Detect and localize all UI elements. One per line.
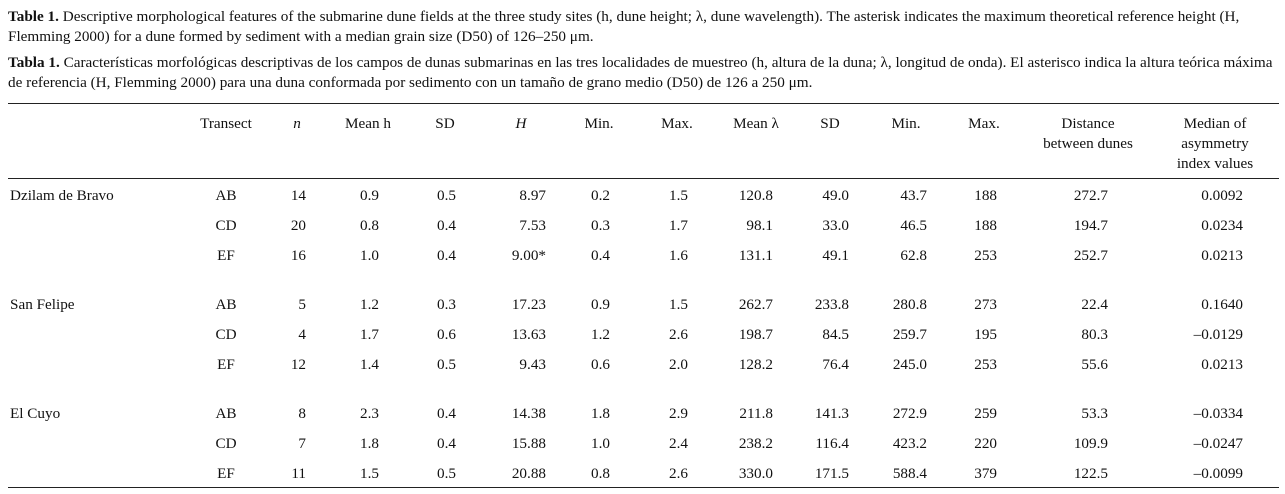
cell-mean-h: 0.9 (360, 187, 379, 204)
cell-mean-h: 1.4 (360, 356, 379, 373)
cell-H: 7.53 (519, 217, 546, 234)
cell-min-h: 0.9 (591, 296, 610, 313)
header-max-h: Max. (661, 115, 693, 132)
cell-median-asym: 0.0092 (1201, 187, 1243, 204)
header-mean-lambda: Mean λ (733, 115, 779, 132)
cell-sd-lambda: 171.5 (814, 465, 849, 482)
header-distance (1043, 114, 1133, 154)
cell-min-h: 0.2 (591, 187, 610, 204)
header-median-asymmetry (1177, 114, 1253, 174)
cell-sd-lambda: 33.0 (822, 217, 849, 234)
cell-distance: 272.7 (1073, 187, 1108, 204)
cell-mean-h: 1.2 (360, 296, 379, 313)
cell-min-lambda: 423.2 (892, 435, 927, 452)
header-median-line1: Median of (1183, 115, 1247, 132)
cell-max-lambda: 253 (974, 356, 997, 373)
cell-mean-lambda: 131.1 (738, 247, 773, 264)
cell-max-lambda: 253 (974, 247, 997, 264)
cell-min-lambda: 46.5 (900, 217, 927, 234)
cell-distance: 252.7 (1073, 247, 1108, 264)
cell-transect: CD (215, 217, 237, 234)
cell-median-asym: 0.1640 (1201, 296, 1243, 313)
cell-H: 15.88 (511, 435, 546, 452)
cell-min-h: 1.2 (591, 326, 610, 343)
cell-sd-lambda: 49.1 (822, 247, 849, 264)
cell-max-lambda: 188 (974, 217, 997, 234)
header-distance-line1: Distance (1061, 115, 1115, 132)
cell-median-asym: –0.0129 (1193, 326, 1243, 343)
cell-max-h: 2.4 (669, 435, 688, 452)
site-name-san-felipe: San Felipe (10, 296, 75, 313)
cell-min-h: 0.3 (591, 217, 610, 234)
cell-mean-h: 1.7 (360, 326, 379, 343)
table-bottom-rule (8, 487, 1279, 488)
header-distance-line2: between dunes (1043, 135, 1133, 152)
cell-mean-lambda: 211.8 (739, 405, 773, 422)
cell-distance: 22.4 (1081, 296, 1108, 313)
cell-max-h: 2.0 (669, 356, 688, 373)
cell-max-h: 2.6 (669, 326, 688, 343)
cell-mean-lambda: 262.7 (738, 296, 773, 313)
cell-sd-h: 0.5 (437, 465, 456, 482)
cell-median-asym: 0.0213 (1201, 356, 1243, 373)
cell-max-h: 2.9 (669, 405, 688, 422)
header-sd-h: SD (435, 115, 455, 132)
cell-min-lambda: 588.4 (892, 465, 927, 482)
cell-sd-h: 0.5 (437, 356, 456, 373)
cell-transect: EF (217, 465, 235, 482)
cell-min-h: 0.6 (591, 356, 610, 373)
cell-transect: EF (217, 356, 235, 373)
caption-english-label: Table 1. (8, 8, 59, 25)
cell-sd-lambda: 49.0 (822, 187, 849, 204)
cell-min-h: 0.8 (591, 465, 610, 482)
cell-mean-lambda: 128.2 (738, 356, 773, 373)
header-transect: Transect (200, 115, 252, 132)
cell-min-lambda: 43.7 (900, 187, 927, 204)
cell-min-h: 1.0 (591, 435, 610, 452)
cell-n: 5 (298, 296, 306, 313)
cell-min-lambda: 280.8 (892, 296, 927, 313)
cell-min-lambda: 245.0 (892, 356, 927, 373)
cell-max-lambda: 273 (974, 296, 997, 313)
cell-sd-h: 0.4 (437, 217, 456, 234)
header-max-lambda: Max. (968, 115, 1000, 132)
cell-distance: 109.9 (1073, 435, 1108, 452)
cell-min-lambda: 259.7 (892, 326, 927, 343)
cell-max-lambda: 220 (974, 435, 997, 452)
header-min-h: Min. (584, 115, 614, 132)
header-sd-lambda: SD (820, 115, 840, 132)
cell-sd-h: 0.4 (437, 405, 456, 422)
cell-max-h: 1.6 (669, 247, 688, 264)
cell-max-lambda: 379 (974, 465, 997, 482)
cell-H: 9.00* (511, 247, 546, 264)
cell-max-lambda: 195 (974, 326, 997, 343)
caption-spanish-text: Características morfológicas descriptivas de los campos de dunas submarinas en las tres localidades de muestreo (h, altura de la duna; λ, longitud de onda). El asterisco indica la altura teórica máxima de referencia (H, Flemming 2000) para una duna conformada por sedimento con un tamaño de grano medio (D50) de 126 a 250 μm. (8, 54, 1273, 91)
cell-sd-lambda: 233.8 (814, 296, 849, 313)
cell-max-h: 1.5 (669, 296, 688, 313)
cell-n: 14 (290, 187, 306, 204)
cell-mean-h: 1.8 (360, 435, 379, 452)
site-name-dzilam-de-bravo: Dzilam de Bravo (10, 187, 114, 204)
cell-transect: CD (215, 435, 237, 452)
cell-distance: 194.7 (1073, 217, 1108, 234)
cell-transect: EF (217, 247, 235, 264)
cell-max-h: 1.5 (669, 187, 688, 204)
cell-distance: 53.3 (1081, 405, 1108, 422)
header-min-lambda: Min. (891, 115, 921, 132)
cell-min-lambda: 272.9 (892, 405, 927, 422)
cell-sd-h: 0.5 (437, 187, 456, 204)
cell-max-lambda: 188 (974, 187, 997, 204)
cell-min-h: 0.4 (591, 247, 610, 264)
cell-distance: 80.3 (1081, 326, 1108, 343)
cell-H: 14.38 (511, 405, 546, 422)
cell-sd-h: 0.4 (437, 247, 456, 264)
cell-n: 7 (298, 435, 306, 452)
cell-median-asym: 0.0213 (1201, 247, 1243, 264)
cell-transect: AB (215, 405, 237, 422)
table-top-rule (8, 103, 1279, 104)
cell-max-lambda: 259 (974, 405, 997, 422)
cell-transect: AB (215, 187, 237, 204)
cell-sd-lambda: 116.4 (815, 435, 849, 452)
cell-mean-lambda: 330.0 (738, 465, 773, 482)
cell-mean-h: 1.0 (360, 247, 379, 264)
caption-english-text: Descriptive morphological features of the submarine dune fields at the three study sites (h, dune height; λ, dune wavelength). The asterisk indicates the maximum theoretical reference height (H, Flemming 2000) for a dune formed by sediment with a median grain size (D50) of 126–250 μm. (8, 8, 1240, 45)
cell-n: 20 (290, 217, 306, 234)
cell-min-lambda: 62.8 (900, 247, 927, 264)
header-n-text: n (293, 115, 301, 132)
site-name-el-cuyo: El Cuyo (10, 405, 61, 422)
cell-n: 16 (290, 247, 306, 264)
cell-H: 20.88 (511, 465, 546, 482)
cell-distance: 122.5 (1073, 465, 1108, 482)
header-H-text: H (515, 115, 527, 132)
cell-mean-h: 1.5 (360, 465, 379, 482)
cell-median-asym: –0.0099 (1193, 465, 1243, 482)
cell-mean-lambda: 238.2 (738, 435, 773, 452)
cell-min-h: 1.8 (591, 405, 610, 422)
cell-mean-lambda: 98.1 (746, 217, 773, 234)
cell-n: 11 (291, 465, 306, 482)
header-mean-h: Mean h (345, 115, 391, 132)
header-median-line2: asymmetry (1181, 135, 1249, 152)
cell-median-asym: –0.0334 (1193, 405, 1243, 422)
cell-max-h: 2.6 (669, 465, 688, 482)
cell-sd-h: 0.3 (437, 296, 456, 313)
cell-median-asym: 0.0234 (1201, 217, 1243, 234)
cell-sd-h: 0.4 (437, 435, 456, 452)
table-header-rule (8, 178, 1279, 179)
header-H (516, 114, 527, 134)
cell-n: 8 (298, 405, 306, 422)
caption-english (8, 7, 1280, 47)
cell-mean-lambda: 198.7 (738, 326, 773, 343)
cell-sd-h: 0.6 (437, 326, 456, 343)
cell-H: 13.63 (511, 326, 546, 343)
cell-transect: CD (215, 326, 237, 343)
cell-sd-lambda: 141.3 (814, 405, 849, 422)
header-n (293, 114, 301, 134)
cell-median-asym: –0.0247 (1193, 435, 1243, 452)
caption-spanish (8, 53, 1280, 93)
cell-H: 9.43 (519, 356, 546, 373)
cell-n: 4 (298, 326, 306, 343)
cell-sd-lambda: 76.4 (822, 356, 849, 373)
cell-transect: AB (215, 296, 237, 313)
cell-mean-lambda: 120.8 (738, 187, 773, 204)
cell-max-h: 1.7 (669, 217, 688, 234)
cell-distance: 55.6 (1081, 356, 1108, 373)
cell-H: 17.23 (511, 296, 546, 313)
header-median-line3: index values (1176, 155, 1254, 172)
cell-mean-h: 2.3 (360, 405, 379, 422)
cell-n: 12 (290, 356, 306, 373)
cell-H: 8.97 (519, 187, 546, 204)
caption-spanish-label: Tabla 1. (8, 54, 60, 71)
cell-sd-lambda: 84.5 (822, 326, 849, 343)
cell-mean-h: 0.8 (360, 217, 379, 234)
